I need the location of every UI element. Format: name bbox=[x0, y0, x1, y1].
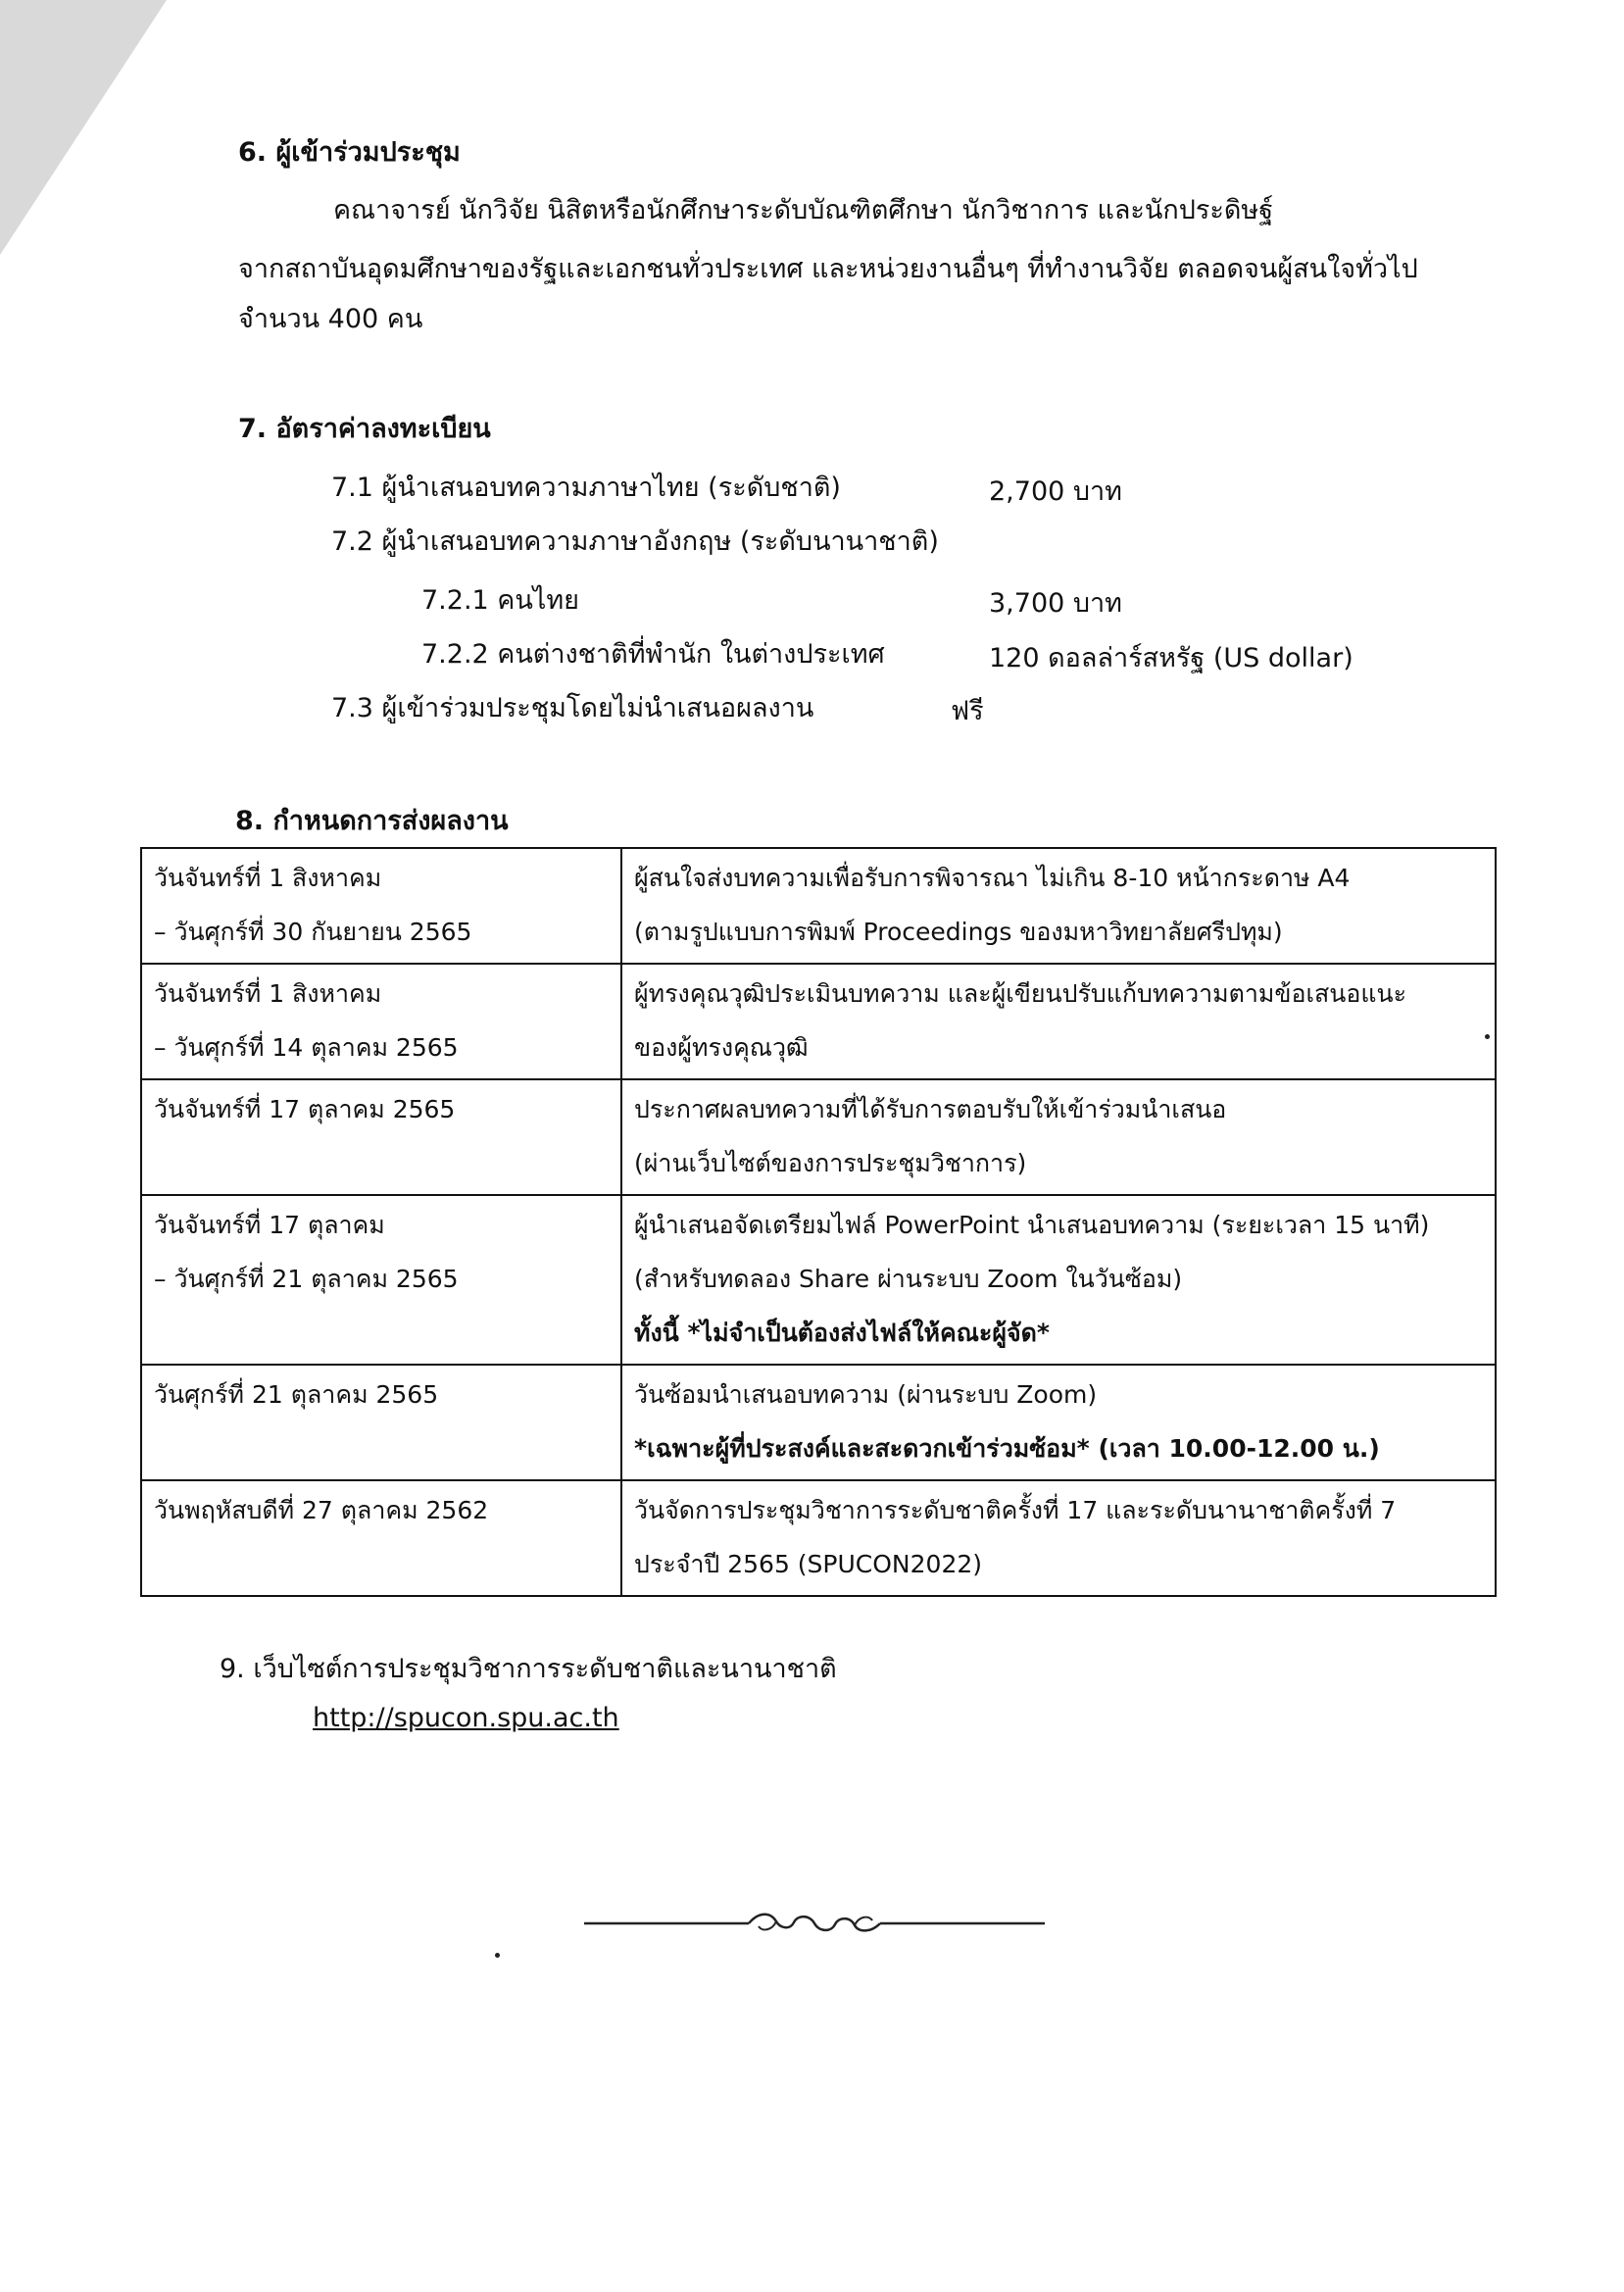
schedule-date-line: วันพฤหัสบดีที่ 27 ตุลาคม 2562 bbox=[154, 1496, 489, 1524]
schedule-detail-line: ของผู้ทรงคุณวุฒิ bbox=[634, 1033, 809, 1062]
schedule-table bbox=[140, 847, 1497, 1597]
fee-item-label: 7.3 ผู้เข้าร่วมประชุมโดยไม่นำเสนอผลงาน bbox=[331, 693, 814, 723]
ornamental-divider-icon bbox=[584, 1909, 1045, 1938]
schedule-detail-line: ผู้นำเสนอจัดเตรียมไฟล์ PowerPoint นำเสนอบทความ (ระยะเวลา 15 นาที) bbox=[634, 1211, 1430, 1239]
schedule-detail-line: วันซ้อมนำเสนอบทความ (ผ่านระบบ Zoom) bbox=[634, 1380, 1098, 1409]
schedule-date-cell bbox=[141, 1195, 621, 1365]
section-6-line: จากสถาบันอุดมศึกษาของรัฐและเอกชนทั่วประเทศ และหน่วยงานอื่นๆ ที่ทำงานวิจัย ตลอดจนผู้สนใจทั่วไป bbox=[238, 254, 1418, 284]
fee-item-price: 120 ดอลล่าร์สหรัฐ (US dollar) bbox=[989, 643, 1353, 673]
schedule-date-cell bbox=[141, 1079, 621, 1195]
schedule-date-line: วันจันทร์ที่ 1 สิงหาคม bbox=[154, 979, 382, 1008]
schedule-date-line: – วันศุกร์ที่ 14 ตุลาคม 2565 bbox=[154, 1033, 459, 1062]
schedule-detail-cell bbox=[621, 964, 1496, 1079]
schedule-detail-cell bbox=[621, 1365, 1496, 1480]
schedule-date-cell bbox=[141, 848, 621, 964]
fee-item-label: 7.2.1 คนไทย bbox=[421, 585, 579, 616]
schedule-detail-cell bbox=[621, 1079, 1496, 1195]
schedule-detail-cell bbox=[621, 1195, 1496, 1365]
fee-item-price: 3,700 บาท bbox=[989, 588, 1122, 619]
fee-item-label: 7.2.2 คนต่างชาติที่พำนัก ในต่างประเทศ bbox=[421, 639, 885, 670]
schedule-date-cell bbox=[141, 1480, 621, 1596]
schedule-date-line: – วันศุกร์ที่ 30 กันยายน 2565 bbox=[154, 918, 472, 946]
section-8-heading: 8. กำหนดการส่งผลงาน bbox=[235, 806, 509, 836]
schedule-detail-line: (ผ่านเว็บไซต์ของการประชุมวิชาการ) bbox=[634, 1149, 1027, 1177]
section-9-heading: 9. เว็บไซต์การประชุมวิชาการระดับชาติและนานาชาติ bbox=[220, 1654, 837, 1684]
schedule-detail-note: *เฉพาะผู้ที่ประสงค์และสะดวกเข้าร่วมซ้อม* (เวลา 10.00-12.00 น.) bbox=[634, 1434, 1380, 1463]
scan-speck bbox=[495, 1953, 500, 1958]
scan-speck bbox=[1485, 1034, 1490, 1039]
schedule-detail-line: ประกาศผลบทความที่ได้รับการตอบรับให้เข้าร่วมนำเสนอ bbox=[634, 1095, 1227, 1123]
fee-item-label: 7.2 ผู้นำเสนอบทความภาษาอังกฤษ (ระดับนานาชาติ) bbox=[331, 526, 939, 557]
table-row bbox=[141, 1480, 1496, 1596]
schedule-date-line: วันจันทร์ที่ 1 สิงหาคม bbox=[154, 864, 382, 892]
table-row bbox=[141, 964, 1496, 1079]
schedule-detail-cell bbox=[621, 848, 1496, 964]
schedule-detail-line: ประจำปี 2565 (SPUCON2022) bbox=[634, 1550, 983, 1578]
schedule-detail-cell bbox=[621, 1480, 1496, 1596]
schedule-date-cell bbox=[141, 1365, 621, 1480]
fee-item-label: 7.1 ผู้นำเสนอบทความภาษาไทย (ระดับชาติ) bbox=[331, 473, 841, 503]
scan-corner-fold bbox=[0, 0, 167, 255]
schedule-detail-line: (ตามรูปแบบการพิมพ์ Proceedings ของมหาวิทยาลัยศรีปทุม) bbox=[634, 918, 1283, 946]
fee-item-price: 2,700 บาท bbox=[989, 476, 1122, 507]
schedule-date-cell bbox=[141, 964, 621, 1079]
schedule-date-line: วันศุกร์ที่ 21 ตุลาคม 2565 bbox=[154, 1380, 439, 1409]
schedule-detail-line: ผู้ทรงคุณวุฒิประเมินบทความ และผู้เขียนปรับแก้บทความตามข้อเสนอแนะ bbox=[634, 979, 1407, 1008]
schedule-detail-line: วันจัดการประชุมวิชาการระดับชาติครั้งที่ 17 และระดับนานาชาติครั้งที่ 7 bbox=[634, 1496, 1397, 1524]
fee-item-price: ฟรี bbox=[951, 696, 984, 726]
section-6-heading: 6. ผู้เข้าร่วมประชุม bbox=[238, 137, 461, 168]
table-row bbox=[141, 1365, 1496, 1480]
conference-website-link[interactable]: http://spucon.spu.ac.th bbox=[313, 1703, 619, 1733]
schedule-detail-line: ผู้สนใจส่งบทความเพื่อรับการพิจารณา ไม่เกิน 8-10 หน้ากระดาษ A4 bbox=[634, 864, 1351, 892]
schedule-date-line: – วันศุกร์ที่ 21 ตุลาคม 2565 bbox=[154, 1265, 459, 1293]
table-row bbox=[141, 1079, 1496, 1195]
table-row bbox=[141, 848, 1496, 964]
schedule-detail-note: ทั้งนี้ *ไม่จำเป็นต้องส่งไฟล์ให้คณะผู้จัด* bbox=[634, 1319, 1050, 1347]
schedule-date-line: วันจันทร์ที่ 17 ตุลาคม bbox=[154, 1211, 385, 1239]
schedule-date-line: วันจันทร์ที่ 17 ตุลาคม 2565 bbox=[154, 1095, 456, 1123]
section-6-line: จำนวน 400 คน bbox=[238, 304, 423, 334]
section-6-line: คณาจารย์ นักวิจัย นิสิตหรือนักศึกษาระดับบัณฑิตศึกษา นักวิชาการ และนักประดิษฐ์ bbox=[333, 195, 1274, 225]
section-7-heading: 7. อัตราค่าลงทะเบียน bbox=[238, 414, 491, 444]
table-row bbox=[141, 1195, 1496, 1365]
schedule-detail-line: (สำหรับทดลอง Share ผ่านระบบ Zoom ในวันซ้อม) bbox=[634, 1265, 1183, 1293]
